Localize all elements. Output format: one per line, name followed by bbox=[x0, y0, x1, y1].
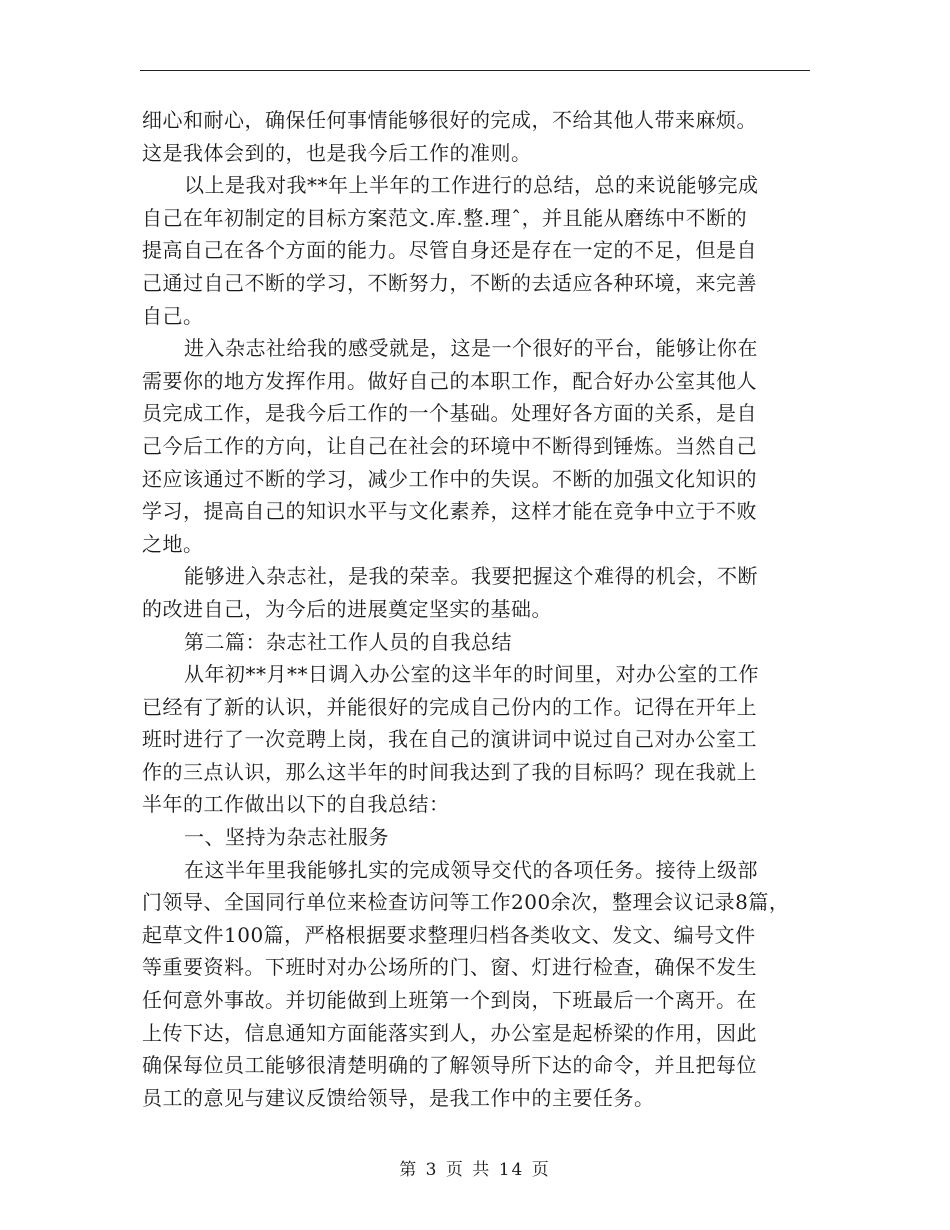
text-line: 这是我体会到的，也是我今后工作的准则。 bbox=[142, 140, 532, 165]
section-heading: 第二篇：杂志社工作人员的自我总结 bbox=[184, 629, 512, 654]
text-line: 己通过自己不断的学习，不断努力，不断的去适应各种环境，来完善 bbox=[142, 270, 757, 295]
text-line: 还应该通过不断的学习，减少工作中的失误。不断的加强文化知识的 bbox=[142, 466, 757, 491]
text-line: 已经有了新的认识，并能很好的完成自己份内的工作。记得在开年上 bbox=[142, 694, 757, 719]
text-line: 需要你的地方发挥作用。做好自己的本职工作，配合好办公室其他人 bbox=[142, 368, 757, 393]
text-line: 门领导、全国同行单位来检查访问等工作200余次，整理会议记录8篇， bbox=[142, 890, 790, 915]
subsection-heading: 一、坚持为杂志社服务 bbox=[184, 825, 389, 850]
text-line: 之地。 bbox=[142, 531, 204, 556]
paragraph-start-line: 能够进入杂志社，是我的荣幸。我要把握这个难得的机会，不断 bbox=[184, 564, 758, 589]
text-line: 细心和耐心，确保任何事情能够很好的完成，不给其他人带来麻烦。 bbox=[142, 108, 757, 132]
text-line: 员工的意见与建议反馈给领导，是我工作中的主要任务。 bbox=[142, 1085, 655, 1110]
document-body bbox=[142, 104, 832, 1114]
paragraph-start-line: 以上是我对我**年上半年的工作进行的总结，总的来说能够完成 bbox=[184, 173, 759, 198]
text-line: 任何意外事故。并切能做到上班第一个到岗，下班最后一个离开。在 bbox=[142, 988, 757, 1013]
text-line: 自己在年初制定的目标方案范文.库.整.理ˆ，并且能从磨练中不断的 bbox=[142, 205, 748, 230]
paragraph-start-line: 进入杂志社给我的感受就是，这是一个很好的平台，能够让你在 bbox=[184, 336, 758, 361]
text-line: 自己。 bbox=[142, 303, 204, 328]
text-line: 等重要资料。下班时对办公场所的门、窗、灯进行检查，确保不发生 bbox=[142, 955, 757, 980]
text-line: 学习，提高自己的知识水平与文化素养，这样才能在竞争中立于不败 bbox=[142, 499, 757, 524]
text-line: 班时进行了一次竞聘上岗，我在自己的演讲词中说过自己对办公室工 bbox=[142, 727, 757, 752]
text-line: 己今后工作的方向，让自己在社会的环境中不断得到锤炼。当然自己 bbox=[142, 433, 757, 458]
text-line: 员完成工作，是我今后工作的一个基础。处理好各方面的关系，是自 bbox=[142, 401, 757, 426]
text-line: 确保每位员工能够很清楚明确的了解领导所下达的命令，并且把每位 bbox=[142, 1053, 757, 1078]
page-number-footer: 第 3 页 共 14 页 bbox=[399, 1160, 551, 1180]
text-line: 提高自己在各个方面的能力。尽管自身还是存在一定的不足，但是自 bbox=[142, 238, 757, 263]
text-line: 起草文件100篇，严格根据要求整理归档各类收文、发文、编号文件 bbox=[142, 922, 756, 947]
paragraph-start-line: 从年初**月**日调入办公室的这半年的时间里，对办公室的工作 bbox=[184, 662, 759, 687]
text-line: 上传下达，信息通知方面能落实到人，办公室是起桥梁的作用，因此 bbox=[142, 1020, 757, 1045]
text-line: 作的三点认识，那么这半年的时间我达到了我的目标吗？现在我就上 bbox=[142, 759, 757, 784]
header-rule bbox=[140, 70, 810, 71]
text-line: 的改进自己，为今后的进展奠定坚实的基础。 bbox=[142, 596, 552, 621]
paragraph-start-line: 在这半年里我能够扎实的完成领导交代的各项任务。接待上级部 bbox=[184, 857, 758, 882]
text-line: 半年的工作做出以下的自我总结： bbox=[142, 792, 450, 817]
